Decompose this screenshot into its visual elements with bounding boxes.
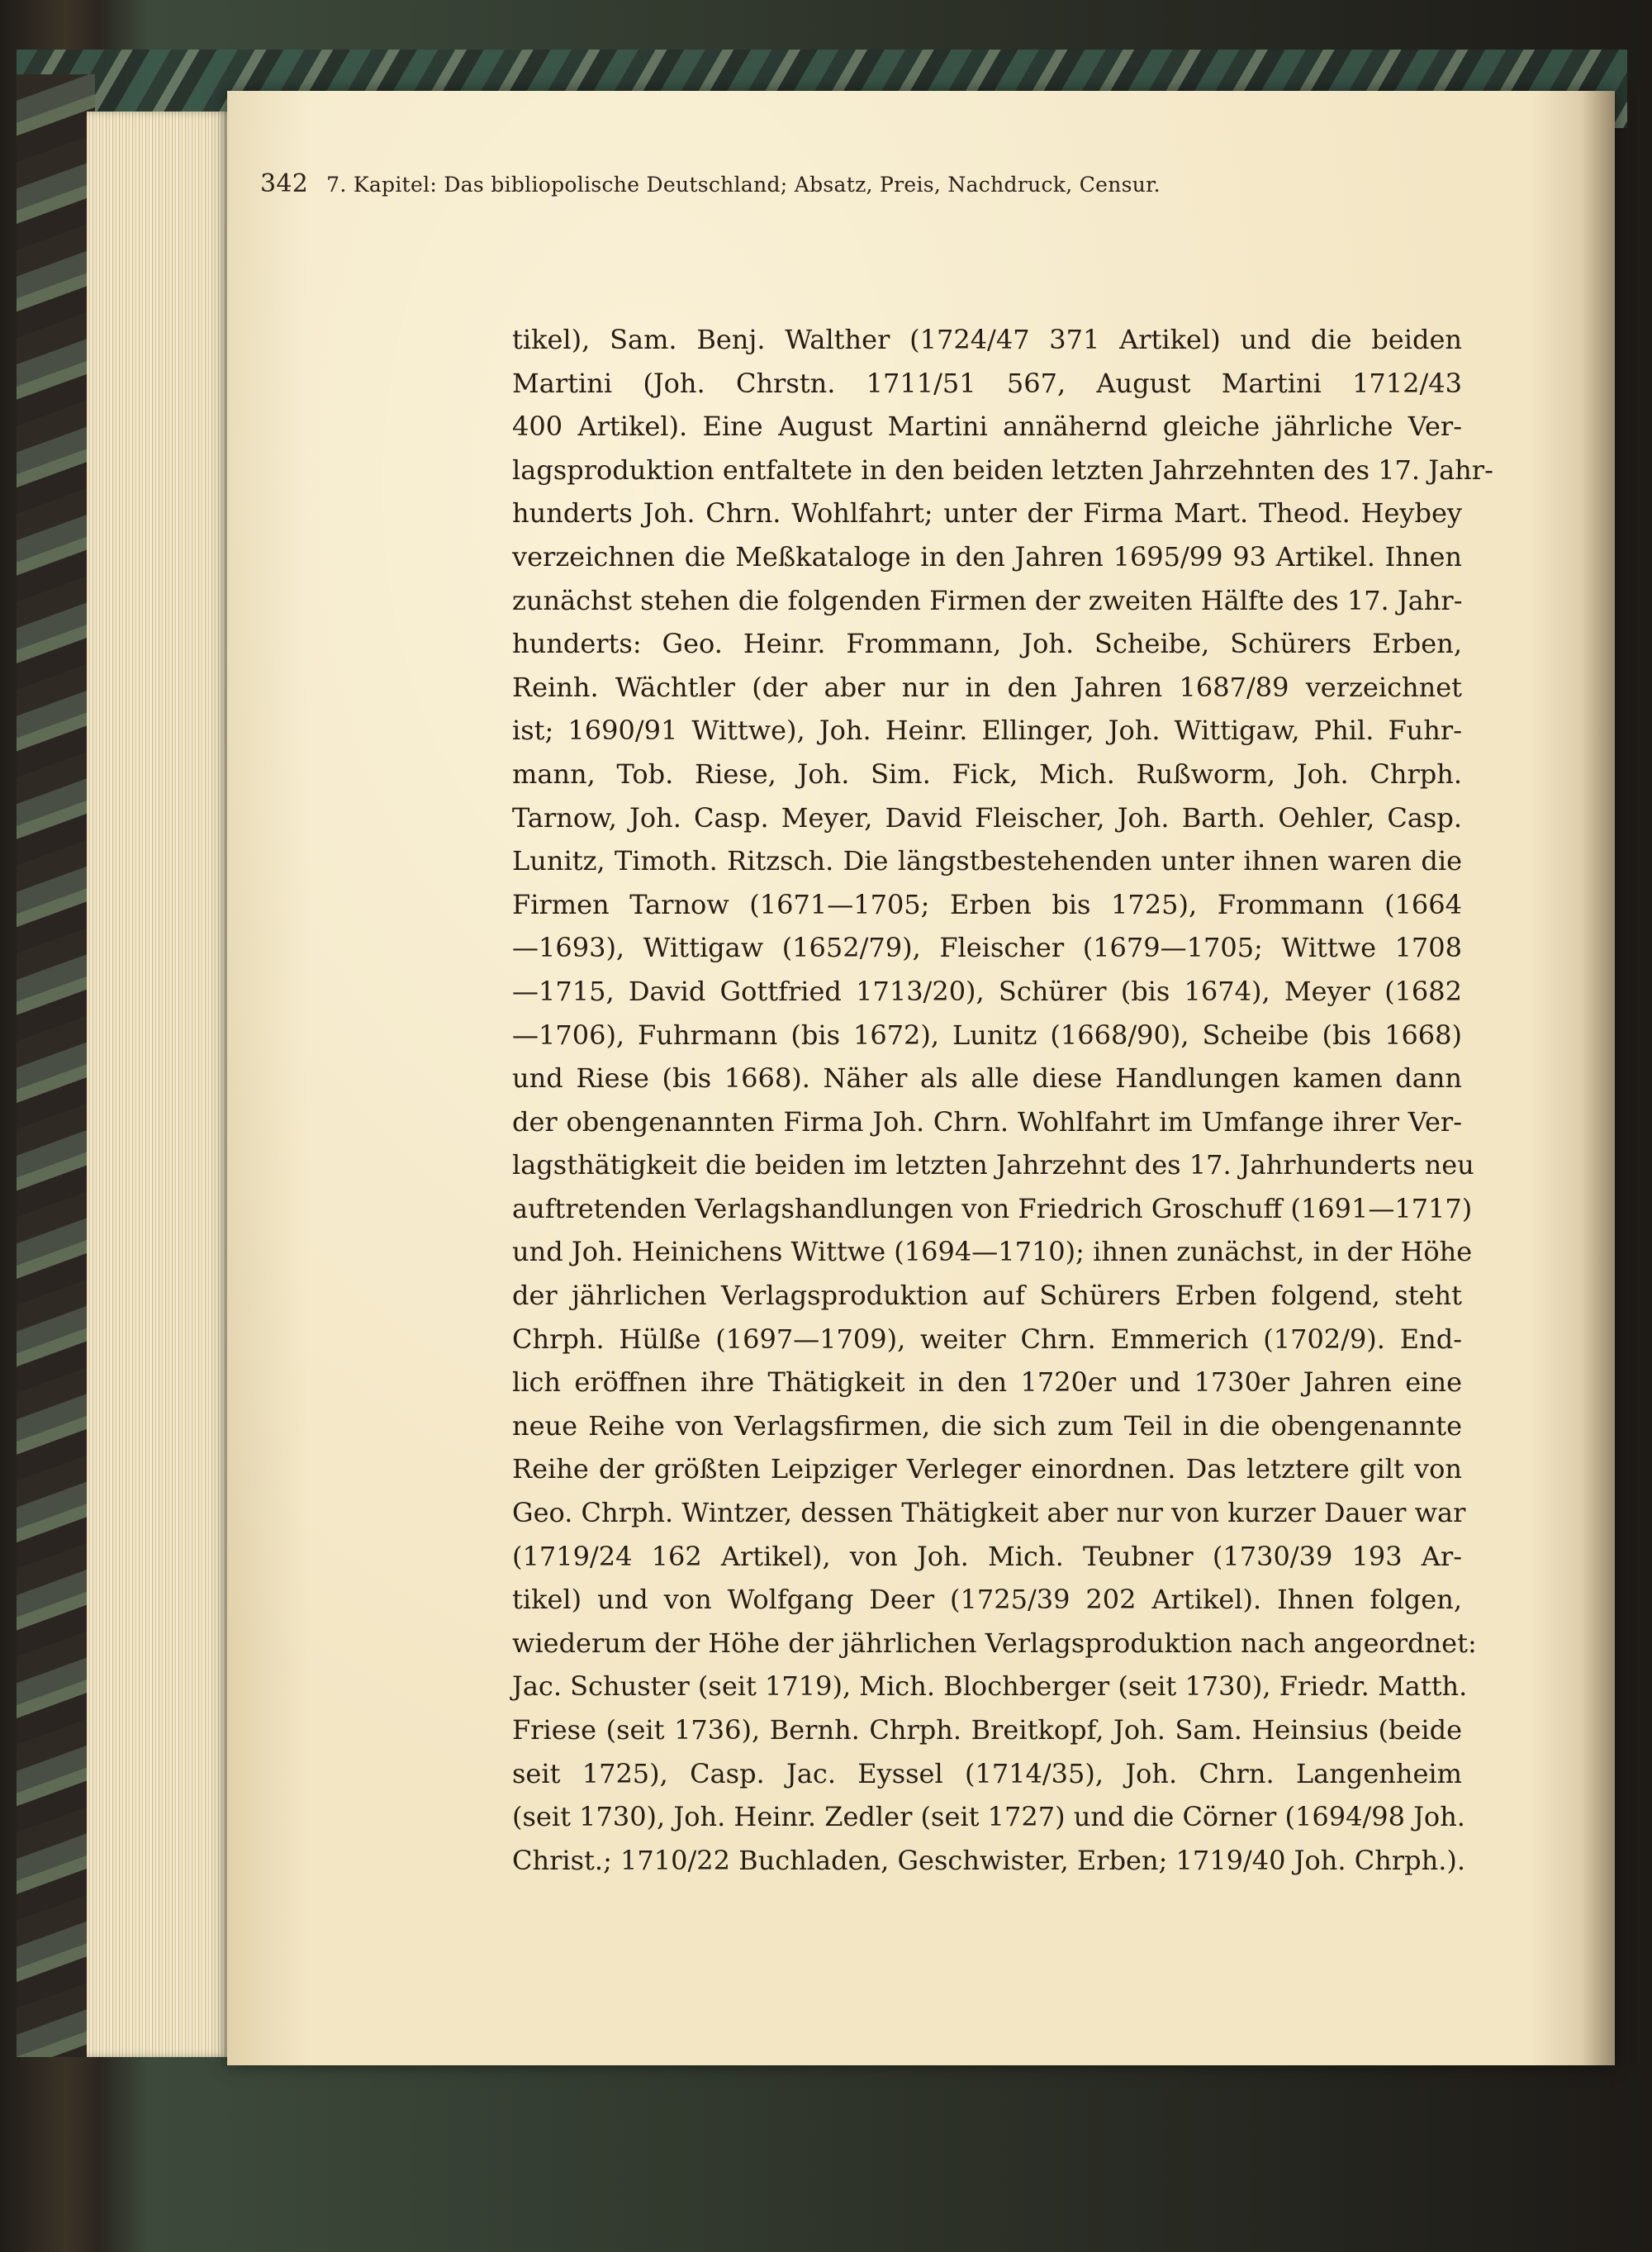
running-title: 7. Kapitel: Das bibliopolische Deutschland; Absatz, Preis, Nachdruck, Censur.: [326, 173, 1161, 197]
text-line: tikel) und von Wolfgang Deer (1725/39 202 Artikel). Ihnen folgen,: [512, 1584, 1462, 1616]
text-line: Christ.; 1710/22 Buchladen, Geschwister, Erben; 1719/40 Joh. Chrph.).: [512, 1844, 1466, 1876]
text-line: verzeichnen die Meßkataloge in den Jahren 1695/99 93 Artikel. Ihnen: [512, 540, 1462, 573]
text-line: Geo. Chrph. Wintzer, dessen Thätigkeit aber nur von kurzer Dauer war: [512, 1497, 1466, 1529]
body-text: [512, 318, 1493, 1882]
text-line: zunächst stehen die folgenden Firmen der zweiten Hälfte des 17. Jahr-: [512, 584, 1463, 616]
text-line: der jährlichen Verlagsproduktion auf Schürers Erben folgend, steht: [512, 1280, 1462, 1312]
text-line: Firmen Tarnow (1671—1705; Erben bis 1725), Frommann (1664: [512, 888, 1462, 920]
text-line: und Joh. Heinichens Wittwe (1694—1710); ihnen zunächst, in der Höhe: [512, 1236, 1473, 1268]
text-line: neue Reihe von Verlagsfirmen, die sich zum Teil in die obengenannte: [512, 1409, 1462, 1442]
text-line: Chrph. Hülße (1697—1709), weiter Chrn. Emmerich (1702/9). End-: [512, 1323, 1462, 1355]
text-line: mann, Tob. Riese, Joh. Sim. Fick, Mich. Rußworm, Joh. Chrph.: [512, 758, 1462, 790]
text-line: hunderts: Geo. Heinr. Frommann, Joh. Scheibe, Schürers Erben,: [512, 628, 1462, 660]
text-line: 400 Artikel). Eine August Martini annähernd gleiche jährliche Ver-: [512, 411, 1462, 443]
text-line: lagsthätigkeit die beiden im letzten Jahrzehnt des 17. Jahrhunderts neu: [512, 1149, 1474, 1181]
marbled-cover-left: [17, 74, 95, 2057]
text-line: Reihe der größten Leipziger Verleger einordnen. Das letztere gilt von: [512, 1453, 1462, 1485]
text-line: Jac. Schuster (seit 1719), Mich. Blochberger (seit 1730), Friedr. Matth.: [512, 1670, 1468, 1703]
page-edges: [87, 112, 231, 2057]
text-line: Reinh. Wächtler (der aber nur in den Jahren 1687/89 verzeichnet: [512, 671, 1462, 703]
running-head: [260, 169, 1433, 202]
text-line: —1715, David Gottfried 1713/20), Schürer (bis 1674), Meyer (1682: [512, 975, 1462, 1007]
text-line: lagsproduktion entfaltete in den beiden letzten Jahrzehnten des 17. Jahr-: [512, 454, 1493, 486]
text-line: Tarnow, Joh. Casp. Meyer, David Fleischer, Joh. Barth. Oehler, Casp.: [512, 801, 1462, 834]
gutter-shadow: [1582, 91, 1615, 2065]
text-line: Friese (seit 1736), Bernh. Chrph. Breitkopf, Joh. Sam. Heinsius (beide: [512, 1714, 1462, 1746]
text-line: (1719/24 162 Artikel), von Joh. Mich. Teubner (1730/39 193 Ar-: [512, 1540, 1462, 1572]
text-line: —1706), Fuhrmann (bis 1672), Lunitz (1668/90), Scheibe (bis 1668): [512, 1019, 1462, 1051]
text-line: —1693), Wittigaw (1652/79), Fleischer (1679—1705; Wittwe 1708: [512, 932, 1462, 964]
text-line: und Riese (bis 1668). Näher als alle diese Handlungen kamen dann: [512, 1062, 1462, 1095]
text-line: Lunitz, Timoth. Ritzsch. Die längstbestehenden unter ihnen waren die: [512, 845, 1462, 877]
text-line: seit 1725), Casp. Jac. Eyssel (1714/35), Joh. Chrn. Langenheim: [512, 1757, 1462, 1789]
text-line: (seit 1730), Joh. Heinr. Zedler (seit 1727) und die Cörner (1694/98 Joh.: [512, 1801, 1465, 1833]
text-line: ist; 1690/91 Wittwe), Joh. Heinr. Ellinger, Joh. Wittigaw, Phil. Fuhr-: [512, 715, 1462, 747]
text-line: der obengenannten Firma Joh. Chrn. Wohlfahrt im Umfange ihrer Ver-: [512, 1105, 1462, 1138]
text-line: tikel), Sam. Benj. Walther (1724/47 371 Artikel) und die beiden: [512, 324, 1462, 355]
text-line: auftretenden Verlagshandlungen von Friedrich Groschuff (1691—1717): [512, 1192, 1473, 1224]
text-line: wiederum der Höhe der jährlichen Verlagsproduktion nach angeordnet:: [512, 1627, 1477, 1659]
page-number: 342: [260, 169, 309, 198]
text-line: hunderts Joh. Chrn. Wohlfahrt; unter der Firma Mart. Theod. Heybey: [512, 497, 1462, 530]
text-line: Martini (Joh. Chrstn. 1711/51 567, August Martini 1712/43: [512, 367, 1462, 399]
text-line: lich eröffnen ihre Thätigkeit in den 1720er und 1730er Jahren eine: [512, 1366, 1462, 1399]
